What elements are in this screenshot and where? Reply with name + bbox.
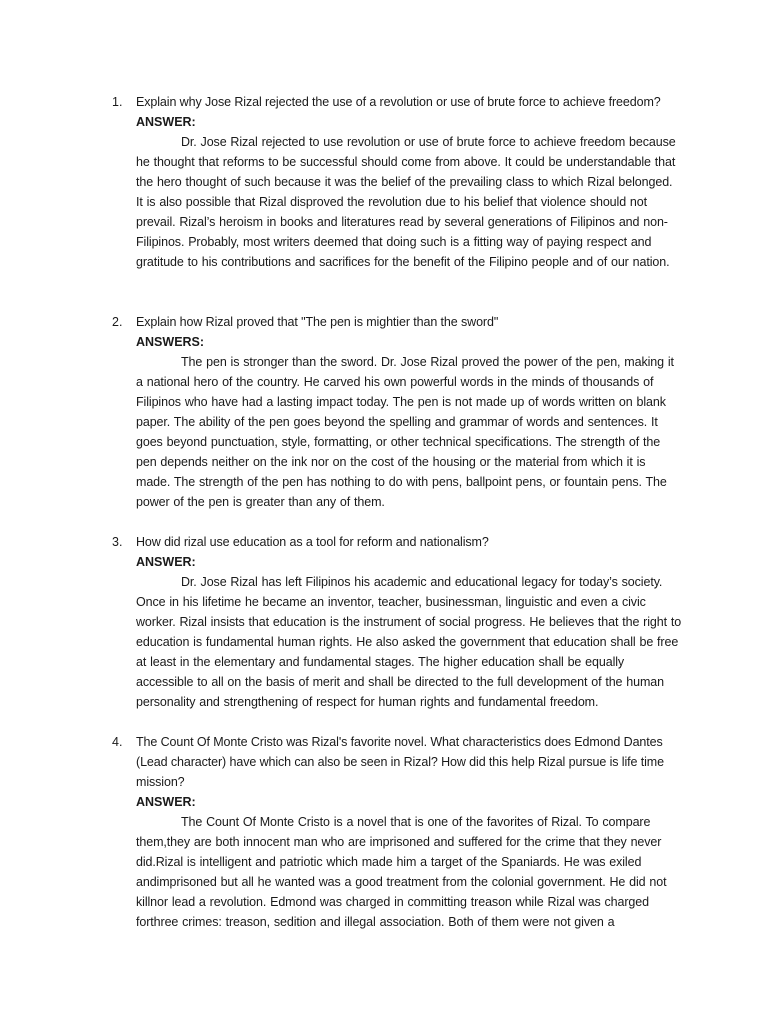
question-body [136,92,682,272]
question-text: How did rizal use education as a tool for reform and nationalism? [136,535,489,549]
answer-text: The pen is stronger than the sword. Dr. Jose Rizal proved the power of the pen, making it a national hero of the country. He carved his own powerful words in the minds of thousands of Filipinos who have had a lasting impact today. The pen is not made up of words written on blank paper. The ability of the pen goes beyond the spelling and grammar of words and sentences. It goes beyond punctuation, style, formatting, or other technical specifications. The strength of the pen depends neither on the ink nor on the cost of the housing or the material from which it is made. The strength of the pen has nothing to do with pens, ballpoint pens, or fountain pens. The power of the pen is greater than any of them. [136,355,674,509]
question-number: 1. [112,95,123,109]
answer-label: ANSWER: [136,555,196,569]
question-number: 3. [112,535,123,549]
answer-label: ANSWERS: [136,335,205,349]
question-1 [112,92,682,272]
answer-label: ANSWER: [136,795,196,809]
question-2 [112,312,682,512]
answer-text: Dr. Jose Rizal rejected to use revolution or use of brute force to achieve freedom because he thought that reforms to be successful should come from above. It could be understandable that the hero thought of such because it was the belief of the prevailing class to which Rizal belonged. It is also possible that Rizal disproved the revolution due to his belief that violence should not prevail. Rizal’s heroism in books and literatures read by several generations of Filipinos and non-Filipinos. Probably, most writers deemed that doing such is a fitting way of paying respect and gratitude to his contributions and sacrifices for the benefit of the Filipino people and of our nation. [136,135,676,269]
question-4 [112,732,682,932]
question-text: Explain how Rizal proved that "The pen is mightier than the sword" [136,315,499,329]
question-body [136,732,682,932]
question-number: 4. [112,735,123,749]
answer-text: The Count Of Monte Cristo is a novel that is one of the favorites of Rizal. To compare them,they are both innocent man who are imprisoned and suffered for the crime that they never did.Rizal is intelligent and patriotic which made him a target of the Spaniards. He was exiled andimprisoned but all he wanted was a good treatment from the colonial government. He did not killnor lead a revolution. Edmond was charged in committing treason while Rizal was charged forthree crimes: treason, sedition and illegal association. Both of them were not given a [136,815,667,929]
question-3 [112,532,682,712]
question-body [136,312,682,512]
answer-label: ANSWER: [136,115,196,129]
question-number: 2. [112,315,123,329]
question-text: Explain why Jose Rizal rejected the use of a revolution or use of brute force to achieve freedom? [136,95,661,109]
answer-text: Dr. Jose Rizal has left Filipinos his academic and educational legacy for today’s society. Once in his lifetime he became an inventor, teacher, businessman, linguistic and even a civic worker. Rizal insists that education is the instrument of social progress. He believes that the right to education is fundamental human rights. He also asked the government that education shall be free at least in the elementary and fundamental stages. The higher education shall be equally accessible to all on the basis of merit and shall be directed to the full development of the human personality and strengthening of respect for human rights and fundamental freedom. [136,575,682,709]
question-body [136,532,682,712]
question-text: The Count Of Monte Cristo was Rizal's favorite novel. What characteristics does Edmond Dantes (Lead character) have which can also be seen in Rizal? How did this help Rizal pursue is life time mission? [136,735,664,789]
